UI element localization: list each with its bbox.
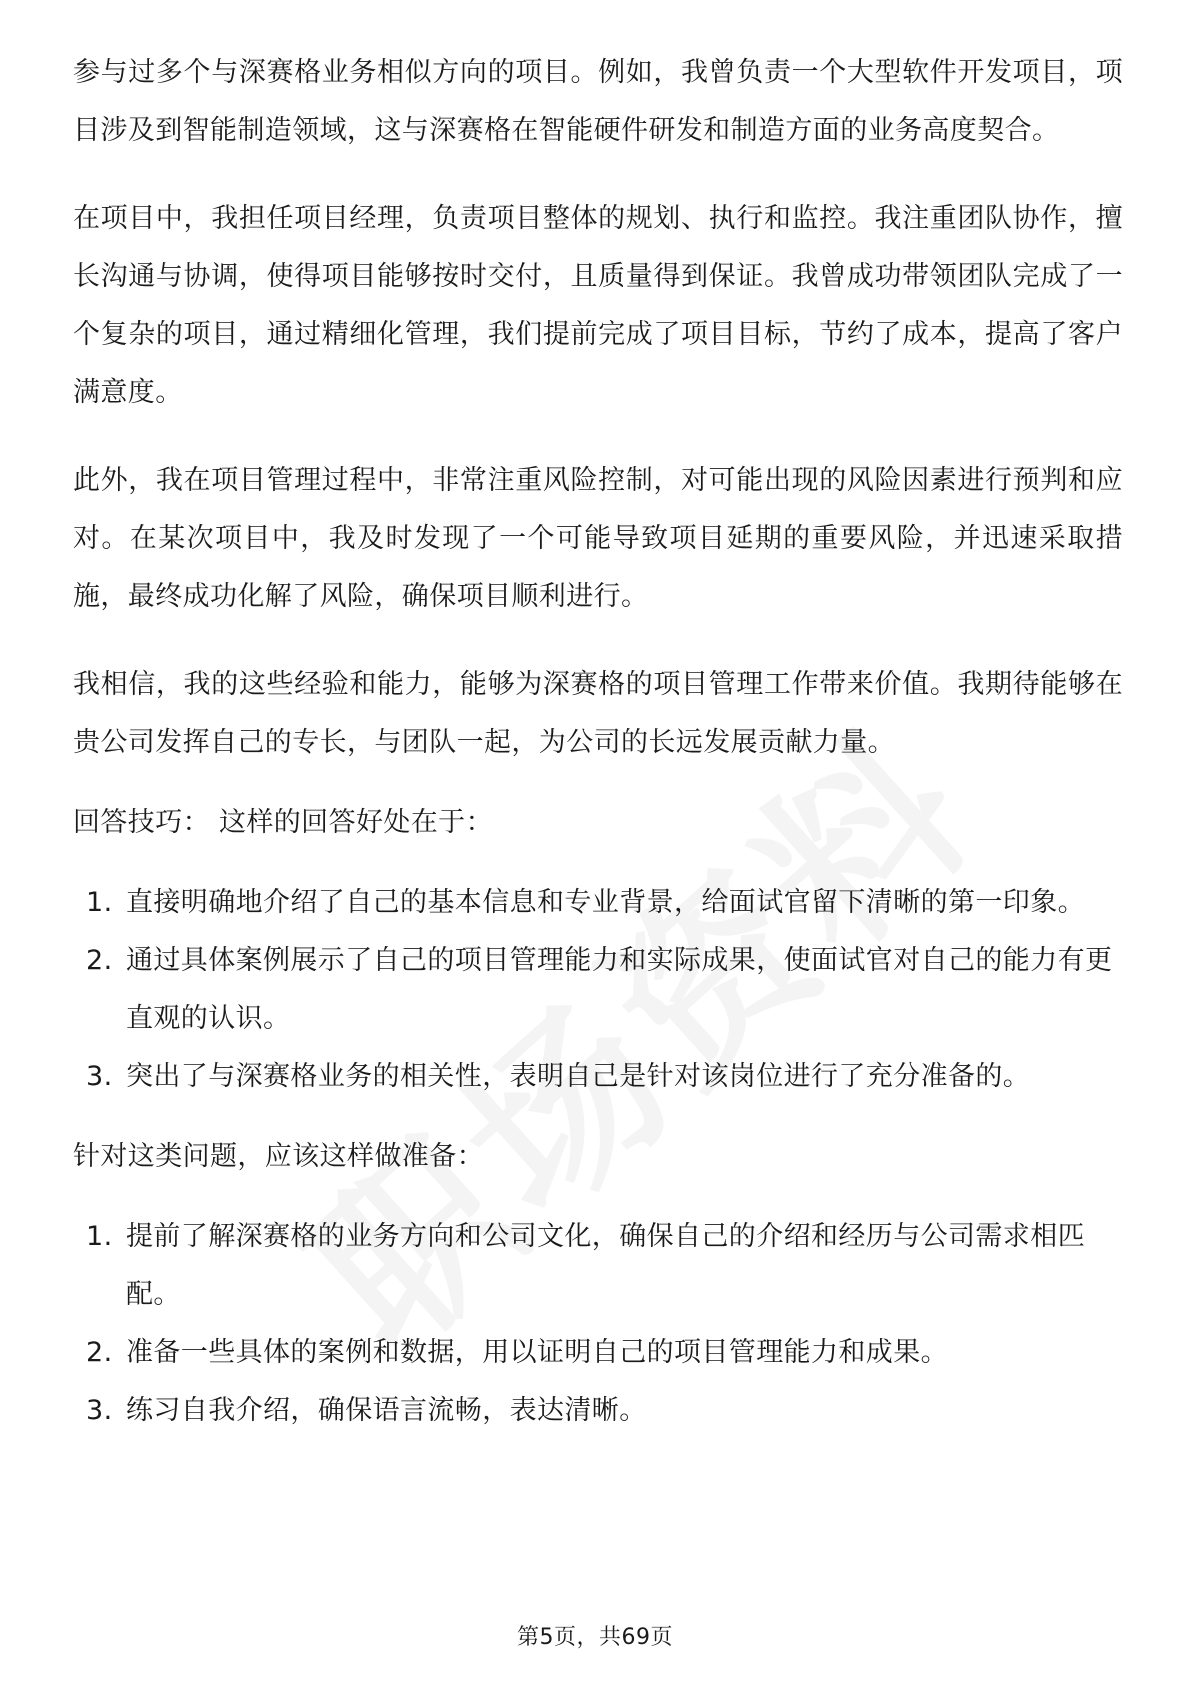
list-text: 通过具体案例展示了自己的项目管理能力和实际成果，使面试官对自己的能力有更直观的认识。	[126, 945, 1113, 1034]
list-number: 3.	[86, 1395, 113, 1426]
page-footer: 第5页，共69页	[517, 1625, 673, 1650]
list-item	[73, 1324, 1123, 1382]
prep-list	[73, 1208, 1123, 1440]
list-text: 准备一些具体的案例和数据，用以证明自己的项目管理能力和成果。	[126, 1337, 948, 1368]
list-text: 提前了解深赛格的业务方向和公司文化，确保自己的介绍和经历与公司需求相匹配。	[126, 1221, 1085, 1310]
paragraph: 我相信，我的这些经验和能力，能够为深赛格的项目管理工作带来价值。我期待能够在贵公司发挥自己的专长，与团队一起，为公司的长远发展贡献力量。	[73, 669, 1123, 758]
list-item	[73, 932, 1123, 1048]
list-number: 1.	[86, 887, 113, 918]
tips-list	[73, 874, 1123, 1106]
document-body	[73, 44, 1123, 1462]
list-number: 2.	[86, 945, 113, 976]
list-text: 直接明确地介绍了自己的基本信息和专业背景，给面试官留下清晰的第一印象。	[126, 887, 1085, 918]
list-text: 练习自我介绍，确保语言流畅，表达清晰。	[126, 1395, 647, 1426]
paragraph: 此外，我在项目管理过程中，非常注重风险控制，对可能出现的风险因素进行预判和应对。在某次项目中，我及时发现了一个可能导致项目延期的重要风险，并迅速采取措施，最终成功化解了风险，确保项目顺利进行。	[73, 465, 1123, 612]
paragraph: 参与过多个与深赛格业务相似方向的项目。例如，我曾负责一个大型软件开发项目，项目涉及到智能制造领域，这与深赛格在智能硬件研发和制造方面的业务高度契合。	[73, 57, 1123, 146]
list-item	[73, 1382, 1123, 1440]
prep-heading: 针对这类问题，应该这样做准备：	[73, 1141, 484, 1172]
tips-heading: 回答技巧： 这样的回答好处在于：	[73, 807, 493, 838]
list-item	[73, 1048, 1123, 1106]
list-text: 突出了与深赛格业务的相关性，表明自己是针对该岗位进行了充分准备的。	[126, 1061, 1031, 1092]
list-number: 1.	[86, 1221, 113, 1252]
list-item	[73, 874, 1123, 932]
paragraph: 在项目中，我担任项目经理，负责项目整体的规划、执行和监控。我注重团队协作，擅长沟通与协调，使得项目能够按时交付，且质量得到保证。我曾成功带领团队完成了一个复杂的项目，通过精细化管理，我们提前完成了项目目标，节约了成本，提高了客户满意度。	[73, 203, 1123, 408]
list-number: 2.	[86, 1337, 113, 1368]
list-number: 3.	[86, 1061, 113, 1092]
list-item	[73, 1208, 1123, 1324]
